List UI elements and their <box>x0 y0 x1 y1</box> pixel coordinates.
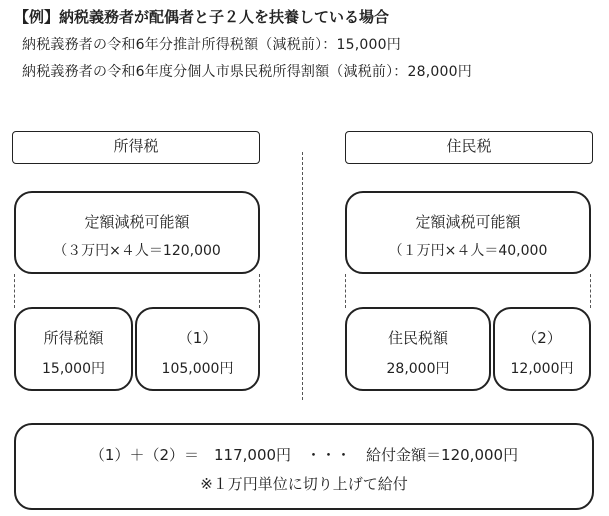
income-tax-estimate-line: 納税義務者の令和6年分推計所得税額（減税前）：15,000円 <box>22 37 401 53</box>
income-tax-fixed-reduction-box <box>14 191 260 274</box>
resident-tax-amount-value: 28,000円 <box>386 361 450 377</box>
fixed-reduction-calc: （３万円×４人＝120,000 <box>53 243 221 259</box>
resident-tax-amount-label: 住民税額 <box>387 329 448 347</box>
fixed-reduction-title: 定額減税可能額 <box>415 213 521 231</box>
benefit-formula: （1）＋（2）＝ 117,000円 ・・・ 給付金額＝120,000円 <box>89 446 519 464</box>
guide-line <box>345 274 346 308</box>
guide-line <box>14 274 15 308</box>
resident-tax-fixed-reduction-box <box>345 191 591 274</box>
remainder-1-value: 105,000円 <box>161 361 234 377</box>
income-tax-amount-label: 所得税額 <box>43 329 104 347</box>
resident-tax-estimate-line: 納税義務者の令和6年度分個人市県民税所得割額（減税前）：28,000円 <box>22 64 472 80</box>
resident-tax-label: 住民税 <box>446 137 492 155</box>
resident-tax-label-box <box>345 131 593 164</box>
fixed-reduction-calc: （１万円×４人＝40,000 <box>388 243 548 259</box>
resident-tax-amount-box <box>345 307 491 391</box>
income-tax-amount-box <box>14 307 133 391</box>
fixed-reduction-title: 定額減税可能額 <box>84 213 190 231</box>
guide-line <box>590 274 591 308</box>
center-divider <box>302 152 303 400</box>
guide-line <box>259 274 260 308</box>
resident-tax-remainder-box <box>493 307 591 391</box>
example-title: 【例】納税義務者が配偶者と子２人を扶養している場合 <box>14 8 390 26</box>
income-tax-remainder-box <box>135 307 260 391</box>
remainder-1-label: （1） <box>177 329 218 347</box>
rounding-note: ※１万円単位に切り上げて給付 <box>200 475 408 493</box>
remainder-2-label: （2） <box>522 329 562 347</box>
benefit-summary-box <box>14 423 594 510</box>
remainder-2-value: 12,000円 <box>510 361 574 377</box>
income-tax-label-box <box>12 131 260 164</box>
income-tax-amount-value: 15,000円 <box>42 361 105 377</box>
income-tax-label: 所得税 <box>113 137 159 155</box>
